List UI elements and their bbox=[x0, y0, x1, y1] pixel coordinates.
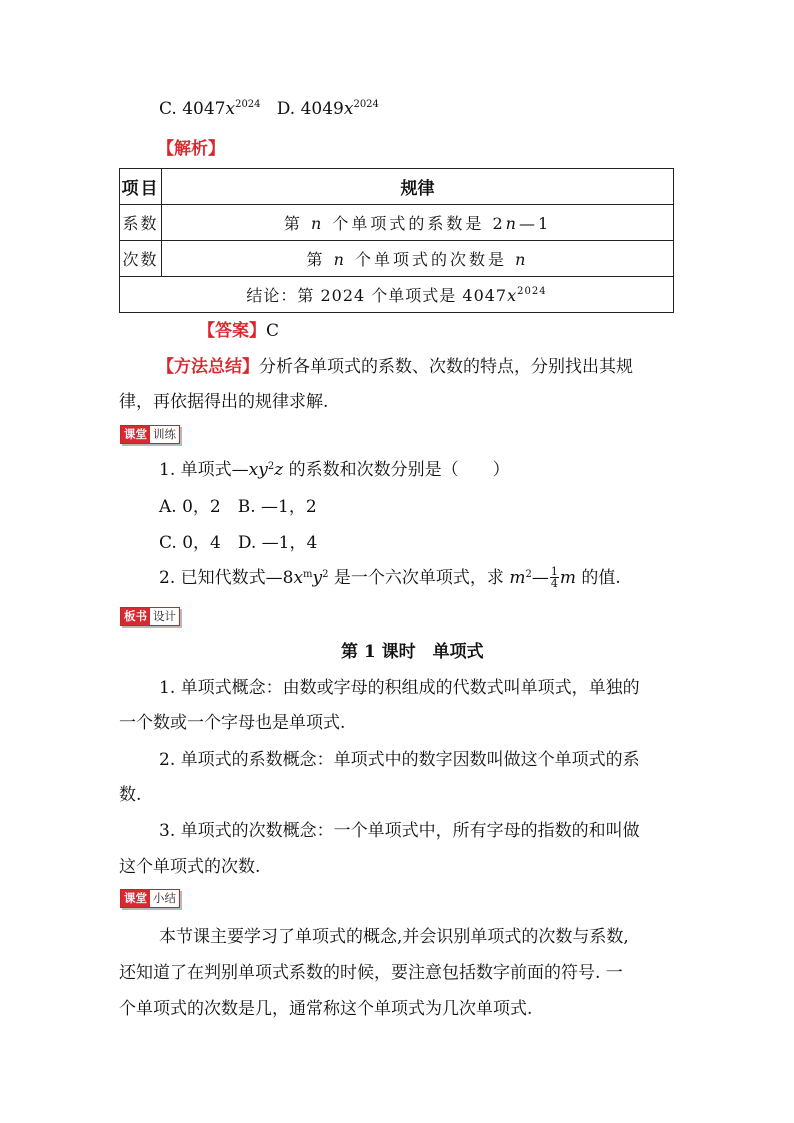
option-d: D. $4049x^{2024}$ bbox=[276, 99, 379, 119]
analysis-label: 【解析】 bbox=[157, 139, 225, 159]
answer-value: C bbox=[266, 321, 280, 341]
board-badge bbox=[120, 607, 180, 626]
summary-line-2: 还知道了在判别单项式系数的时候，要注意包括数字前面的符号. 一 bbox=[119, 963, 623, 983]
table-header-rule: 规律 bbox=[162, 169, 674, 205]
answer-line bbox=[198, 316, 279, 341]
method-text-1: 分析各单项式的系数、次数的特点，分别找出其规 bbox=[259, 357, 633, 377]
summary-line-3: 个单项式的次数是几，通常称这个单项式为几次单项式. bbox=[119, 999, 533, 1019]
board-item-3-line-1: 3. 单项式的次数概念：一个单项式中，所有字母的指数的和叫做 bbox=[159, 821, 640, 841]
board-title: 第 1 课时 单项式 bbox=[341, 642, 484, 662]
summary-line-1: 本节课主要学习了单项式的概念,并会识别单项式的次数与系数, bbox=[159, 927, 629, 947]
summary-badge-right: 小结 bbox=[150, 890, 179, 907]
table-conclusion-row bbox=[120, 277, 674, 313]
question-2: 2. 已知代数式$—8x^my^2$ 是一个六次单项式，求 $m^2—$ $\frac{1}{4}$ m 的值. bbox=[159, 565, 621, 590]
table-row bbox=[120, 241, 674, 277]
table-header-row bbox=[120, 169, 674, 205]
method-label: 【方法总结】 bbox=[157, 357, 259, 377]
practice-badge-right: 训练 bbox=[150, 426, 179, 443]
question-1-options-ab: A. 0，2 B. —1，2 bbox=[159, 497, 317, 517]
practice-badge-left: 课堂 bbox=[121, 426, 150, 443]
board-item-2-line-2: 数. bbox=[119, 785, 142, 805]
table-row-label: 系数 bbox=[120, 205, 162, 241]
board-item-3-line-2: 这个单项式的次数. bbox=[119, 857, 261, 877]
board-item-2-line-1: 2. 单项式的系数概念：单项式中的数字因数叫做这个单项式的系 bbox=[159, 750, 640, 770]
table-row bbox=[120, 205, 674, 241]
table-conclusion: 结论：第 2024 个单项式是 $4047x^{2024}$ bbox=[120, 277, 674, 313]
table-row-label: 次数 bbox=[120, 241, 162, 277]
summary-badge-left: 课堂 bbox=[121, 890, 150, 907]
question-1: 1. 单项式$—xy^2z$ 的系数和次数分别是（ ） bbox=[159, 460, 510, 480]
question-1-options-cd: C. 0，4 D. —1，4 bbox=[159, 533, 318, 553]
option-c: C. $4047x^{2024}$ bbox=[159, 99, 261, 119]
summary-badge bbox=[120, 889, 180, 908]
practice-badge bbox=[120, 425, 180, 444]
options-cd bbox=[159, 99, 379, 119]
method-line-2: 律，再依据得出的规律求解. bbox=[119, 392, 329, 412]
method-line-1 bbox=[157, 352, 633, 377]
board-item-1-line-2: 一个数或一个字母也是单项式. bbox=[119, 713, 346, 733]
analysis-table bbox=[119, 168, 674, 313]
answer-label: 【答案】 bbox=[198, 321, 266, 341]
board-item-1-line-1: 1. 单项式概念：由数或字母的积组成的代数式叫单项式，单独的 bbox=[159, 678, 640, 698]
board-badge-left: 板书 bbox=[121, 608, 150, 625]
table-header-item: 项目 bbox=[120, 169, 162, 205]
board-badge-right: 设计 bbox=[150, 608, 179, 625]
table-row-rule: 第 n 个单项式的系数是 2n—1 bbox=[162, 205, 674, 241]
fraction-one-quarter: $\frac{1}{4}$ bbox=[550, 565, 558, 590]
table-row-rule: 第 n 个单项式的次数是 n bbox=[162, 241, 674, 277]
